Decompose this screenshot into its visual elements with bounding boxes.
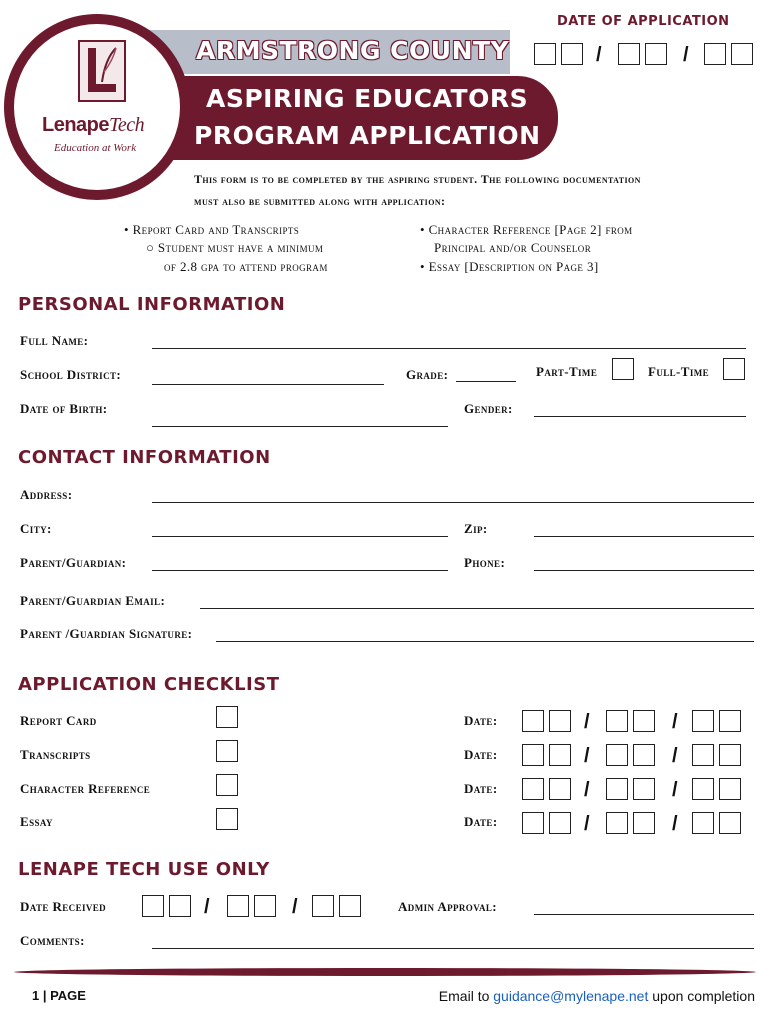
- grade-label: Grade:: [406, 367, 449, 382]
- checklist-date-box[interactable]: [549, 710, 571, 732]
- date-received-label: Date Received: [20, 899, 107, 914]
- grade-field[interactable]: [456, 381, 516, 382]
- footer-email-note: [439, 988, 755, 1004]
- app-date-box[interactable]: [534, 43, 556, 65]
- sub-bullet-line2: of 2.8 gpa to attend program: [164, 259, 328, 274]
- contact-info-heading: CONTACT INFORMATION: [18, 447, 271, 468]
- checklist-date-box[interactable]: [522, 744, 544, 766]
- bullet-report-card-text: Report Card and Transcripts: [132, 222, 300, 237]
- checklist-heading: APPLICATION CHECKLIST: [18, 674, 280, 695]
- checklist-date-box[interactable]: [633, 812, 655, 834]
- footer-email-link[interactable]: guidance@mylenape.net: [493, 988, 649, 1004]
- full-name-field[interactable]: [152, 348, 746, 349]
- office-use-heading: LENAPE TECH USE ONLY: [18, 859, 270, 880]
- admin-approval-field[interactable]: [534, 914, 754, 915]
- date-separator: /: [672, 745, 678, 767]
- intro-line2: must also be submitted along with application:: [194, 194, 446, 208]
- intro-line1: This form is to be completed by the aspiring student. The following documentation: [194, 172, 641, 186]
- checklist-date-box[interactable]: [549, 778, 571, 800]
- school-district-label: School District:: [20, 367, 122, 382]
- phone-field[interactable]: [534, 570, 754, 571]
- title-line2: PROGRAM APPLICATION: [194, 121, 541, 150]
- date-separator: /: [292, 896, 298, 918]
- date-separator: /: [584, 779, 590, 801]
- checklist-date-box[interactable]: [606, 710, 628, 732]
- app-date-box[interactable]: [618, 43, 640, 65]
- checklist-date-box[interactable]: [522, 812, 544, 834]
- app-date-box[interactable]: [645, 43, 667, 65]
- part-time-checkbox[interactable]: [612, 358, 634, 380]
- city-label: City:: [20, 521, 52, 536]
- date-received-box[interactable]: [339, 895, 361, 917]
- checklist-date-label: Date:: [464, 747, 498, 762]
- full-time-label: Full-Time: [648, 364, 710, 379]
- parent-signature-field[interactable]: [216, 641, 754, 642]
- dob-field[interactable]: [152, 426, 448, 427]
- page-number: 1 | PAGE: [32, 988, 86, 1003]
- logo-tagline: Education at Work: [54, 142, 137, 154]
- checklist-date-box[interactable]: [719, 812, 741, 834]
- gender-label: Gender:: [464, 401, 513, 416]
- date-received-box[interactable]: [142, 895, 164, 917]
- checklist-date-box[interactable]: [719, 778, 741, 800]
- comments-label: Comments:: [20, 933, 85, 948]
- checklist-date-box[interactable]: [606, 812, 628, 834]
- sub-bullet-text-1: Student must have a minimum: [157, 240, 324, 255]
- parent-signature-label: Parent /Guardian Signature:: [20, 626, 193, 641]
- address-field[interactable]: [152, 502, 754, 503]
- title-line1: ASPIRING EDUCATORS: [206, 84, 529, 113]
- checklist-date-label: Date:: [464, 814, 498, 829]
- checklist-checkbox[interactable]: [216, 706, 238, 728]
- checklist-item-label: Report Card: [20, 713, 97, 728]
- checklist-date-box[interactable]: [719, 744, 741, 766]
- checklist-date-box[interactable]: [719, 710, 741, 732]
- app-date-box[interactable]: [731, 43, 753, 65]
- phone-label: Phone:: [464, 555, 506, 570]
- sub-bullet-line1: ○ Student must have a minimum: [146, 240, 324, 255]
- checklist-date-box[interactable]: [633, 744, 655, 766]
- checklist-date-box[interactable]: [633, 778, 655, 800]
- checklist-item-label: Essay: [20, 814, 53, 829]
- date-separator: /: [672, 813, 678, 835]
- checklist-date-box[interactable]: [606, 744, 628, 766]
- checklist-date-box[interactable]: [633, 710, 655, 732]
- part-time-label: Part-Time: [536, 364, 598, 379]
- date-received-box[interactable]: [312, 895, 334, 917]
- checklist-date-box[interactable]: [522, 778, 544, 800]
- checklist-date-box[interactable]: [692, 778, 714, 800]
- county-title: ARMSTRONG COUNTY: [196, 36, 510, 65]
- logo-name-bold: Lenape: [42, 114, 110, 136]
- logo-name: [42, 114, 144, 137]
- date-of-application-label: DATE OF APPLICATION: [557, 14, 730, 29]
- parent-guardian-label: Parent/Guardian:: [20, 555, 127, 570]
- checklist-date-box[interactable]: [606, 778, 628, 800]
- comments-field[interactable]: [152, 948, 754, 949]
- bullet-character-ref: • Character Reference [Page 2] from: [420, 222, 633, 237]
- bullet-essay: • Essay [Description on Page 3]: [420, 259, 599, 274]
- date-separator: /: [584, 813, 590, 835]
- checklist-item-label: Character Reference: [20, 781, 151, 796]
- date-separator: /: [596, 44, 602, 66]
- gender-field[interactable]: [534, 416, 746, 417]
- date-separator: /: [683, 44, 689, 66]
- date-received-box[interactable]: [254, 895, 276, 917]
- full-name-label: Full Name:: [20, 333, 89, 348]
- personal-info-heading: PERSONAL INFORMATION: [18, 294, 286, 315]
- footer-email-suffix: upon completion: [648, 988, 755, 1004]
- date-separator: /: [672, 779, 678, 801]
- address-label: Address:: [20, 487, 73, 502]
- checklist-checkbox[interactable]: [216, 808, 238, 830]
- zip-label: Zip:: [464, 521, 488, 536]
- app-date-box[interactable]: [704, 43, 726, 65]
- bullet-character-ref-cont: Principal and/or Counselor: [434, 240, 592, 255]
- school-district-field[interactable]: [152, 384, 384, 385]
- parent-email-field[interactable]: [200, 608, 754, 609]
- checklist-checkbox[interactable]: [216, 774, 238, 796]
- date-separator: /: [672, 711, 678, 733]
- zip-field[interactable]: [534, 536, 754, 537]
- checklist-item-label: Transcripts: [20, 747, 91, 762]
- checklist-date-box[interactable]: [549, 744, 571, 766]
- date-separator: /: [204, 896, 210, 918]
- date-received-box[interactable]: [227, 895, 249, 917]
- date-received-box[interactable]: [169, 895, 191, 917]
- checklist-date-box[interactable]: [522, 710, 544, 732]
- date-separator: /: [584, 745, 590, 767]
- bullet-character-ref-text: Character Reference [Page 2] from: [428, 222, 633, 237]
- logo-mark-icon: [78, 40, 126, 102]
- footer-divider: [14, 968, 756, 976]
- date-separator: /: [584, 711, 590, 733]
- checklist-date-box[interactable]: [692, 812, 714, 834]
- parent-email-label: Parent/Guardian Email:: [20, 593, 166, 608]
- footer-email-prefix: Email to: [438, 988, 494, 1004]
- checklist-date-box[interactable]: [549, 812, 571, 834]
- checklist-date-box[interactable]: [692, 744, 714, 766]
- checklist-date-label: Date:: [464, 713, 498, 728]
- dob-label: Date of Birth:: [20, 401, 108, 416]
- logo-name-italic: Tech: [109, 114, 145, 136]
- parent-guardian-field[interactable]: [152, 570, 448, 571]
- bullet-report-card: • Report Card and Transcripts: [124, 222, 300, 237]
- app-date-box[interactable]: [561, 43, 583, 65]
- checklist-date-label: Date:: [464, 781, 498, 796]
- admin-approval-label: Admin Approval:: [398, 899, 497, 914]
- city-field[interactable]: [152, 536, 448, 537]
- bullet-essay-text: Essay [Description on Page 3]: [428, 259, 599, 274]
- checklist-checkbox[interactable]: [216, 740, 238, 762]
- full-time-checkbox[interactable]: [723, 358, 745, 380]
- checklist-date-box[interactable]: [692, 710, 714, 732]
